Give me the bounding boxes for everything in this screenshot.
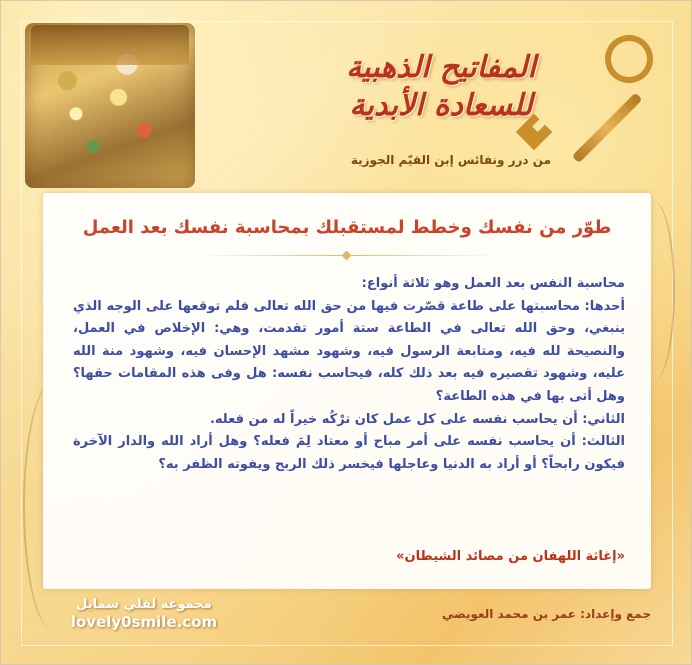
article-body [73, 273, 625, 476]
site-url[interactable]: lovely0smile.com [70, 613, 218, 631]
series-title-line1: المفاتيح الذهبية [346, 50, 536, 85]
article-paragraph: أحدها: محاسبتها على طاعة قصّرت فيها من حق الله تعالى فلم توقعها على الوجه الذي ينبغي، وحق الله تعالى في الطاعة ستة أمور تقدمت، وهي: الإخلاص في العمل، والنصيحة لله فيه، ومتابعة الرسول فيه، وشهود مشهد الإحسان فيه، وشهود منة الله عليه، وشهود تقصيره فيه بعد ذلك كله، فيحاسب نفسه: هل وفى هذه المقامات حقها؟ وهل أتى بها في هذه الطاعة؟ [73, 298, 625, 404]
content-card [43, 193, 651, 589]
series-subtitle: من درر ونفائس إبن القيّم الجوزية [350, 153, 551, 167]
article-paragraph: محاسبة النفس بعد العمل وهو ثلاثة أنواع: [361, 276, 625, 291]
article-paragraph: الثالث: أن يحاسب نفسه على أمر مباح أو معتاد لِمَ فعله؟ وهل أراد الله والدار الآخرة فيكون رابحاً؟ أو أراد به الدنيا وعاجلها فيخسر ذلك الربح ويفوته الظفر به؟ [73, 434, 625, 472]
source-citation: «إغاثة اللهفان من مصائد الشيطان» [396, 549, 625, 564]
series-title [321, 49, 561, 125]
site-name-arabic: مجموعة لفلي سمايل [76, 597, 212, 612]
article-heading: طوّر من نفسك وخطط لمستقبلك بمحاسبة نفسك بعد العمل [82, 217, 612, 238]
series-title-line2: للسعادة الأبدية [349, 88, 533, 123]
chest-lid-decoration [31, 25, 189, 65]
article-paragraph: الثاني: أن يحاسب نفسه على كل عمل كان ترْكُه خيراً له من فعله. [209, 411, 625, 427]
divider-ornament-icon [342, 251, 352, 261]
author-credit: جمع وإعداد: عمر بن محمد العويضي [441, 607, 651, 621]
